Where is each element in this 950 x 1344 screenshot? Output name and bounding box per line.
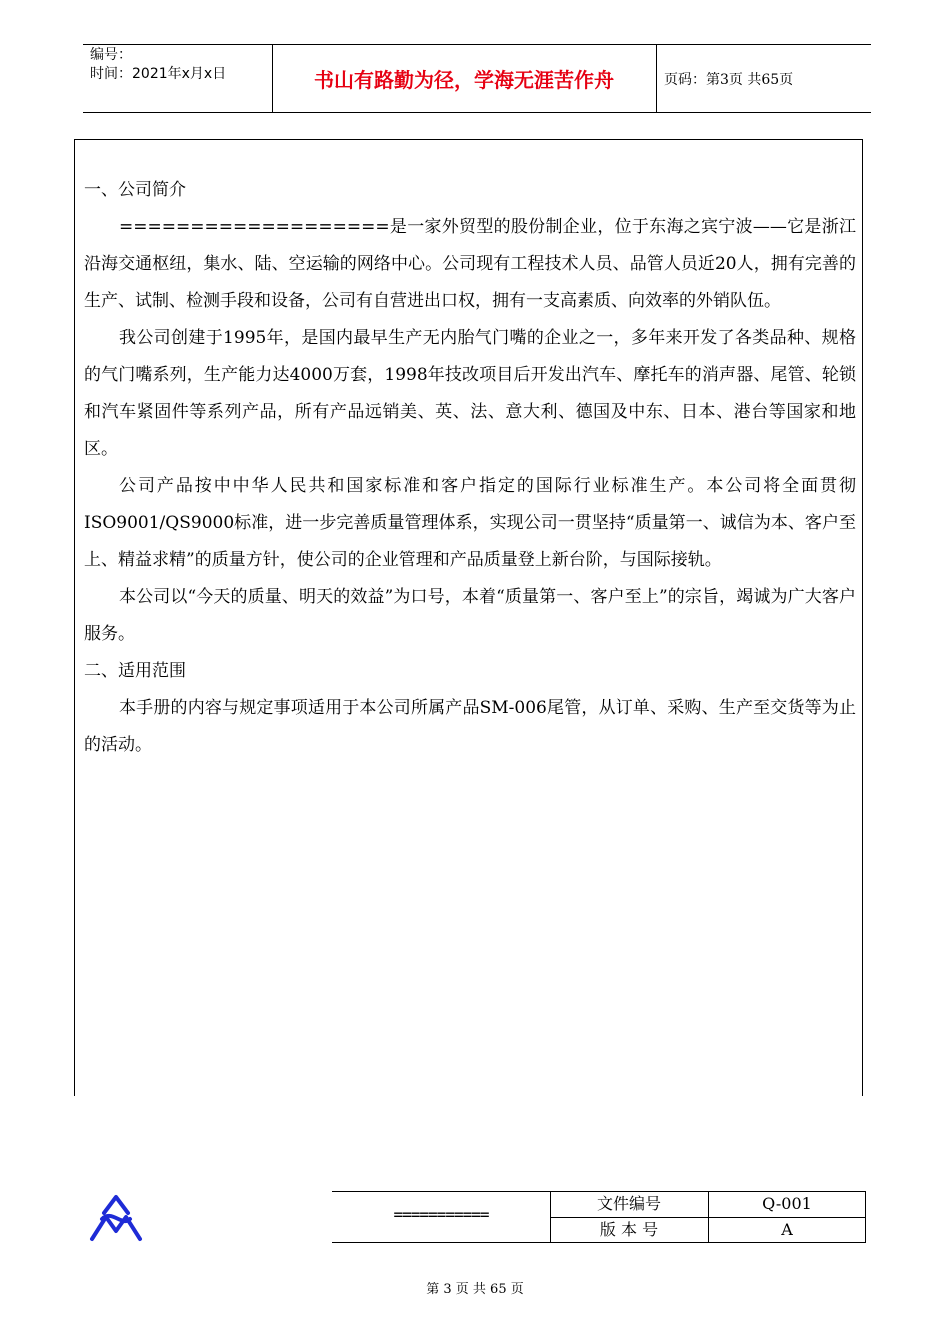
section-title: 一、公司简介 xyxy=(84,180,186,200)
paragraph: 公司产品按中中华人民共和国家标准和客户指定的国际行业标准生产。本公司将全面贯彻ISO9001/QS9000标准，进一步完善质量管理体系，实现公司一贯坚持“质量第一、诚信为本、客户至上、精益求精”的质量方针，使公司的企业管理和产品质量登上新台阶，与国际接轨。 xyxy=(84,476,856,570)
header-bottom-rule xyxy=(83,112,871,113)
company-logo xyxy=(88,1193,144,1247)
date-label: 时间：2021年x月x日 xyxy=(90,66,227,82)
document-body xyxy=(84,172,856,764)
header-meta xyxy=(90,46,226,84)
document-control-table xyxy=(332,1191,866,1243)
header-motto: 书山有路勤为径，学海无涯苦作舟 xyxy=(314,68,614,92)
version-value: A xyxy=(781,1220,793,1239)
paragraph: 本公司以“今天的质量、明天的效益”为口号，本着“质量第一、客户至上”的宗旨，竭诚为广大客户服务。 xyxy=(84,587,856,644)
header-page-number: 页码：第3页 共65页 xyxy=(664,72,794,88)
logo-mark-icon xyxy=(88,1193,144,1243)
version-label: 版 本 号 xyxy=(599,1220,659,1239)
section-title: 二、适用范围 xyxy=(84,661,186,681)
header-divider xyxy=(656,44,657,112)
paragraph: ===================是一家外贸型的股份制企业，位于东海之宾宁波——它是浙江沿海交通枢纽，集水、陆、空运输的网络中心。公司现有工程技术人员、品管人员近20人，拥有完善的生产、试制、检测手段和设备，公司有自营进出口权，拥有一支高素质、向效率的外销队伍。 xyxy=(84,217,856,311)
doc-number-value: Q-001 xyxy=(762,1194,812,1213)
company-name-placeholder: =========== xyxy=(393,1205,489,1224)
footer-page-number: 第 3 页 共 65 页 xyxy=(426,1282,524,1297)
doc-number-label: 文件编号 xyxy=(596,1194,661,1213)
header-top-rule xyxy=(83,44,871,45)
number-label: 编号： xyxy=(90,47,132,63)
paragraph: 本手册的内容与规定事项适用于本公司所属产品SM-006尾管，从订单、采购、生产至交货等为止的活动。 xyxy=(84,698,856,755)
paragraph: 我公司创建于1995年，是国内最早生产无内胎气门嘴的企业之一，多年来开发了各类品种、规格的气门嘴系列，生产能力达4000万套，1998年技改项目后开发出汽车、摩托车的消声器、尾管、轮锁和汽车紧固件等系列产品，所有产品远销美、英、法、意大利、德国及中东、日本、港台等国家和地区。 xyxy=(84,328,856,459)
